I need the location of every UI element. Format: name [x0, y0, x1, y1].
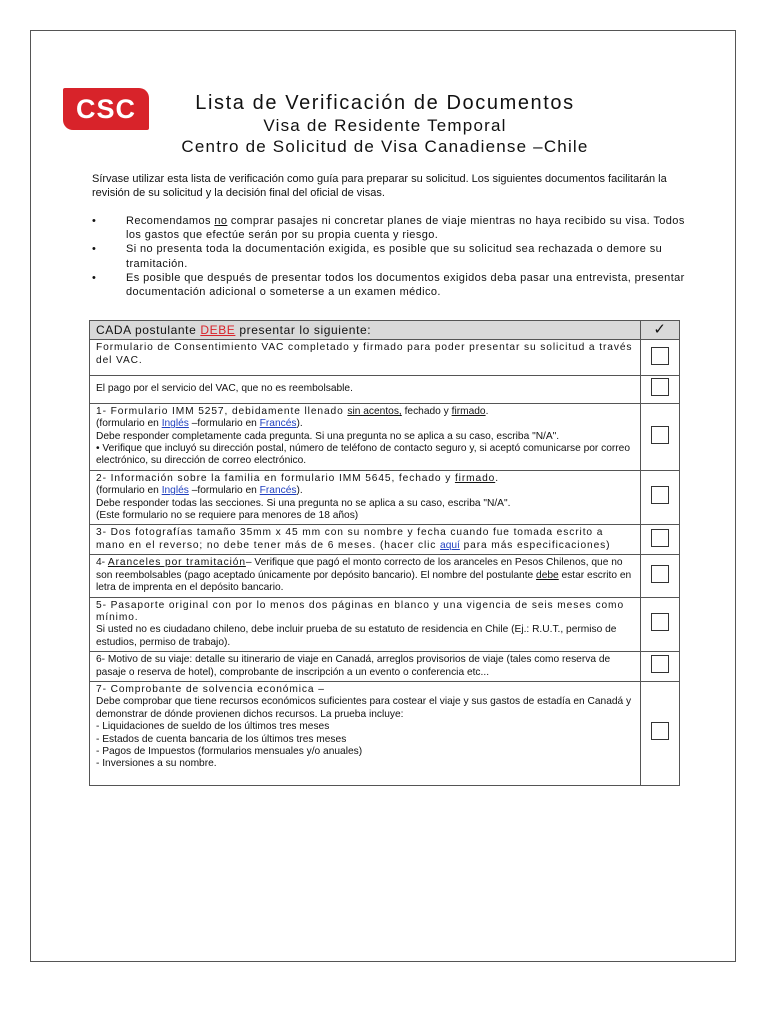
- frances-form-link[interactable]: Francés: [259, 485, 297, 497]
- checkbox[interactable]: [651, 486, 669, 504]
- intro-paragraph: Sírvase utilizar esta lista de verificación como guía para preparar su solicitud. Los siguientes documentos facilitarán la revisión de su solicitud y la decisión final del oficial de visas.: [92, 173, 667, 199]
- row-text: 1- Formulario IMM 5257, debidamente llenado sin acentos, fechado y firmado. (formulario en Inglés –formulario en Francés). Debe responder completamente cada pregunta. Si una pregunta no se aplica a su caso, escriba "N/A". • Verifique que incluyó su dirección postal, número de teléfono de contacto seguro y, si aceptó comunicarse por correo electrónico, su dirección de correo electrónico.: [90, 403, 641, 470]
- checklist-header-label: CADA postulante DEBE presentar lo siguiente:: [90, 321, 641, 340]
- checklist-header: [90, 321, 680, 340]
- document-checklist: [89, 320, 680, 786]
- notice-list: [92, 214, 692, 299]
- check-column-icon: ✓: [641, 321, 680, 340]
- table-row: [90, 403, 680, 470]
- table-row: [90, 340, 680, 376]
- bullet-dot: •: [92, 215, 97, 227]
- checkbox[interactable]: [651, 613, 669, 631]
- row-text: 3- Dos fotografías tamaño 35mm x 45 mm con su nombre y fecha cuando fue tomada escrito a mano en el reverso; no debe tener más de 6 meses. (hacer clic aquí para más especificaciones): [90, 525, 641, 555]
- notice-item: [92, 242, 692, 270]
- row-text: 4- Aranceles por tramitación– Verifique que pagó el monto correcto de los aranceles en Pesos Chilenos, que no son reembolsables (pago aceptado únicamente por depósito bancario). El nombre del postulante debe estar escrito en letra de imprenta en el depósito bancario.: [90, 555, 641, 597]
- title-block: [150, 92, 620, 157]
- table-row: [90, 525, 680, 555]
- row-text: 6- Motivo de su viaje: detalle su itinerario de viaje en Canadá, arreglos provisorios de viaje (tales como reserva de pasaje o reserva de hotel), comprobante de inscripción a un evento o conferencia etc...: [90, 652, 641, 682]
- checkbox[interactable]: [651, 347, 669, 365]
- table-row: [90, 597, 680, 652]
- checkbox[interactable]: [651, 655, 669, 673]
- notice-text: comprar pasajes ni concretar planes de viaje mientras no haya recibido su visa. Todos los gastos que efectúe serán por su propia cuenta y riesgo.: [126, 215, 685, 242]
- checkbox[interactable]: [651, 529, 669, 547]
- frances-form-link[interactable]: Francés: [259, 418, 297, 430]
- page-subtitle-center: Centro de Solicitud de Visa Canadiense –Chile: [181, 137, 589, 156]
- notice-text: Recomendamos: [126, 215, 215, 227]
- bullet-dot: •: [92, 243, 97, 256]
- notice-item: [92, 271, 692, 299]
- table-row: [90, 376, 680, 403]
- notice-text: Es posible que después de presentar todos los documentos exigidos deba pasar una entrevista, presentar documentación adicional o someterse a un examen médico.: [126, 271, 685, 299]
- row-text: 2- Información sobre la familia en formulario IMM 5645, fechado y firmado. (formulario en Inglés –formulario en Francés). Debe responder todas las secciones. Si una pregunta no se aplica a su caso, escriba "N/A". (Este formulario no se requiere para menores de 18 años): [90, 470, 641, 525]
- row-text: Formulario de Consentimiento VAC completado y firmado para poder presentar su solicitud a través del VAC.: [90, 340, 641, 376]
- table-row: [90, 681, 680, 785]
- ingles-form-link[interactable]: Inglés: [161, 418, 189, 430]
- table-row: [90, 555, 680, 597]
- notice-text: Si no presenta toda la documentación exigida, es posible que su solicitud sea rechazada o demore su tramitación.: [126, 243, 663, 270]
- notice-item: [92, 214, 692, 242]
- photo-specs-link[interactable]: aquí: [440, 539, 460, 551]
- ingles-form-link[interactable]: Inglés: [161, 485, 189, 497]
- csc-logo: CSC: [63, 88, 149, 130]
- checkbox[interactable]: [651, 722, 669, 740]
- table-row: [90, 470, 680, 525]
- row-text: 5- Pasaporte original con por lo menos dos páginas en blanco y una vigencia de seis meses como mínimo. Si usted no es ciudadano chileno, debe incluir prueba de su estatuto de residencia en Chile (Ej.: R.U.T., permiso de estudios, permiso de trabajo).: [90, 597, 641, 652]
- notice-emphasis: no: [214, 215, 228, 227]
- debe-emphasis: DEBE: [200, 323, 236, 337]
- bullet-dot: •: [92, 271, 97, 284]
- checkbox[interactable]: [651, 426, 669, 444]
- checkbox[interactable]: [651, 378, 669, 396]
- page-subtitle-visa: Visa de Residente Temporal: [263, 116, 507, 135]
- checkbox[interactable]: [651, 565, 669, 583]
- page-title: Lista de Verificación de Documentos: [195, 92, 575, 114]
- table-row: [90, 652, 680, 682]
- row-text: El pago por el servicio del VAC, que no es reembolsable.: [90, 376, 641, 403]
- row-text: 7- Comprobante de solvencia económica – Debe comprobar que tiene recursos económicos suficientes para costear el viaje y sus gastos de estadía en Canadá y demonstrar de dónde provienen dichos recursos. La prueba incluye: - Liquidaciones de sueldo de los últimos tres meses - Estados de cuenta bancaria de los últimos tres meses - Pagos de Impuestos (formularios mensuales y/o anuales) - Inversiones a su nombre.: [90, 681, 641, 785]
